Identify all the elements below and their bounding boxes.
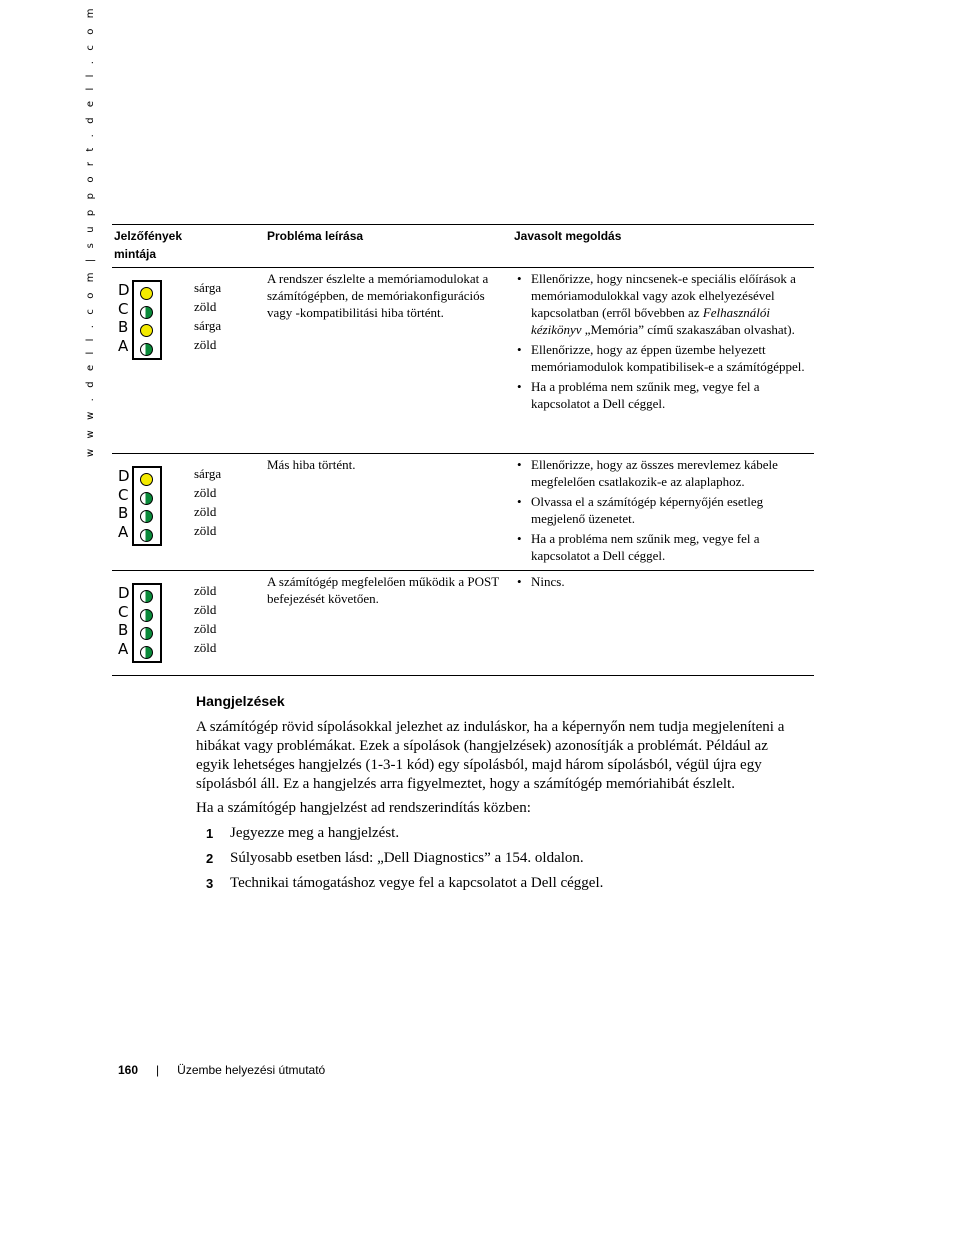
- led-pattern: [112, 581, 172, 665]
- solution-list: [517, 573, 809, 593]
- footer-separator: |: [156, 1063, 160, 1077]
- led-letter-d: D: [118, 584, 130, 602]
- header-solution: Javasolt megoldás: [514, 229, 622, 243]
- led-letters: [118, 281, 132, 355]
- step-text: Jegyezze meg a hangjelzést.: [230, 825, 400, 841]
- table-header: [112, 224, 814, 268]
- led-letter-a: A: [118, 336, 129, 355]
- led-pattern-table: [112, 224, 814, 676]
- led-d-icon: [140, 287, 153, 300]
- table-row: [112, 571, 814, 676]
- solution-item: • Ellenőrizze, hogy az éppen üzembe helyezett memóriamodulok kompatibilisek-e a számítógéppel.: [517, 341, 809, 375]
- led-letters: [118, 584, 132, 658]
- section-intro: Ha a számítógép hangjelzést ad rendszerindítás közben:: [196, 800, 531, 816]
- led-letter-b: B: [118, 504, 129, 522]
- led-letter-c: C: [118, 485, 129, 504]
- led-color: zöld: [194, 504, 217, 519]
- led-color: zöld: [194, 485, 217, 500]
- solution-text: „Memória” című szakaszában olvashat).: [581, 322, 795, 337]
- led-d-icon: [140, 590, 153, 603]
- led-color-list: [194, 581, 216, 657]
- solution-text: Ellenőrizze, hogy nincsenek-e speciális előírások a memóriamodulokkal vagy azok elhelyezésével kapcsolatban (erről bővebben az: [531, 271, 796, 320]
- led-letter-c: C: [118, 299, 129, 318]
- table-row: [112, 454, 814, 571]
- header-pattern: Jelzőfények mintája: [114, 229, 183, 261]
- solution-item: • Ha a probléma nem szűnik meg, vegye fel a kapcsolatot a Dell céggel.: [517, 530, 809, 564]
- led-a-icon: [140, 646, 153, 659]
- led-b-icon: [140, 627, 153, 640]
- led-color-list: [194, 278, 221, 354]
- led-color: sárga: [194, 318, 222, 333]
- section-paragraph: A számítógép rövid sípolásokkal jelezhet az induláskor, ha a képernyőn nem tudja megjeleníteni a hibákat vagy problémákat. Ezek a sípolások (hangjelzések) azonosítják a problémát. Például az egyik lehetséges hangjelzés (1-3-1 kód) egy sípolásból, majd három sípolásból, végül újra egy sípolásból áll. Ez a hangjelzés arra figyelmeztet, hogy a számítógép memóriahibát észlelt.: [196, 719, 785, 792]
- led-panel: [132, 280, 162, 360]
- led-color: zöld: [194, 640, 217, 655]
- problem-description: A rendszer észlelte a memóriamodulokat a számítógépben, de memóriakonfigurációs vagy -kompatibilitási hiba történt.: [267, 271, 489, 320]
- document-title: Üzembe helyezési útmutató: [177, 1063, 326, 1077]
- led-letters: [118, 467, 132, 541]
- side-url: [84, 4, 98, 457]
- led-color: zöld: [194, 602, 217, 617]
- page-footer: [118, 1062, 325, 1078]
- led-letter-d: D: [118, 467, 130, 485]
- led-c-icon: [140, 306, 153, 319]
- led-pattern: [112, 464, 172, 548]
- side-url-text: w w w . d e l l . c o m | s u p p o r t . d e l l . c o m: [85, 4, 96, 457]
- led-c-icon: [140, 492, 153, 505]
- led-panel: [132, 466, 162, 546]
- led-letter-d: D: [118, 281, 130, 299]
- solution-list: [517, 270, 809, 415]
- led-letter-a: A: [118, 639, 129, 658]
- solution-item: • Olvassa el a számítógép képernyőjén esetleg megjelenő üzenetet.: [517, 493, 809, 527]
- led-letter-a: A: [118, 522, 129, 541]
- led-letter-c: C: [118, 602, 129, 621]
- section-title: Hangjelzések: [196, 693, 285, 709]
- problem-description: Más hiba történt.: [267, 457, 356, 472]
- step-number: 3: [206, 876, 214, 891]
- led-pattern: [112, 278, 172, 362]
- solution-list: [517, 456, 809, 567]
- led-b-icon: [140, 324, 153, 337]
- led-b-icon: [140, 510, 153, 523]
- step-number: 1: [206, 826, 214, 841]
- step-number: 2: [206, 851, 214, 866]
- led-d-icon: [140, 473, 153, 486]
- solution-item: • Ellenőrizze, hogy az összes merevlemez kábele megfelelően csatlakozik-e az alaplaphoz.: [517, 456, 809, 490]
- led-color: zöld: [194, 583, 217, 598]
- led-letter-b: B: [118, 318, 129, 336]
- led-color: zöld: [194, 337, 217, 352]
- led-color-list: [194, 464, 221, 540]
- header-problem: Probléma leírása: [267, 229, 364, 243]
- table-row: [112, 268, 814, 454]
- manual-title: Felhasználói kézikönyv: [531, 305, 770, 337]
- led-panel: [132, 583, 162, 663]
- led-a-icon: [140, 343, 153, 356]
- led-color: zöld: [194, 523, 217, 538]
- step-text: Súlyosabb esetben lásd: „Dell Diagnostics” a 154. oldalon.: [230, 850, 584, 866]
- solution-item: • Nincs.: [517, 573, 809, 590]
- led-color: sárga: [194, 466, 222, 481]
- led-color: sárga: [194, 280, 222, 295]
- led-color: zöld: [194, 621, 217, 636]
- solution-item: • Ha a probléma nem szűnik meg, vegye fel a kapcsolatot a Dell céggel.: [517, 378, 809, 412]
- solution-item: [517, 270, 809, 338]
- led-color: zöld: [194, 299, 217, 314]
- led-a-icon: [140, 529, 153, 542]
- led-c-icon: [140, 609, 153, 622]
- problem-description: A számítógép megfelelően működik a POST befejezését követően.: [267, 574, 499, 606]
- led-letter-b: B: [118, 621, 129, 639]
- step-text: Technikai támogatáshoz vegye fel a kapcsolatot a Dell céggel.: [230, 875, 604, 891]
- page-number: 160: [118, 1063, 139, 1077]
